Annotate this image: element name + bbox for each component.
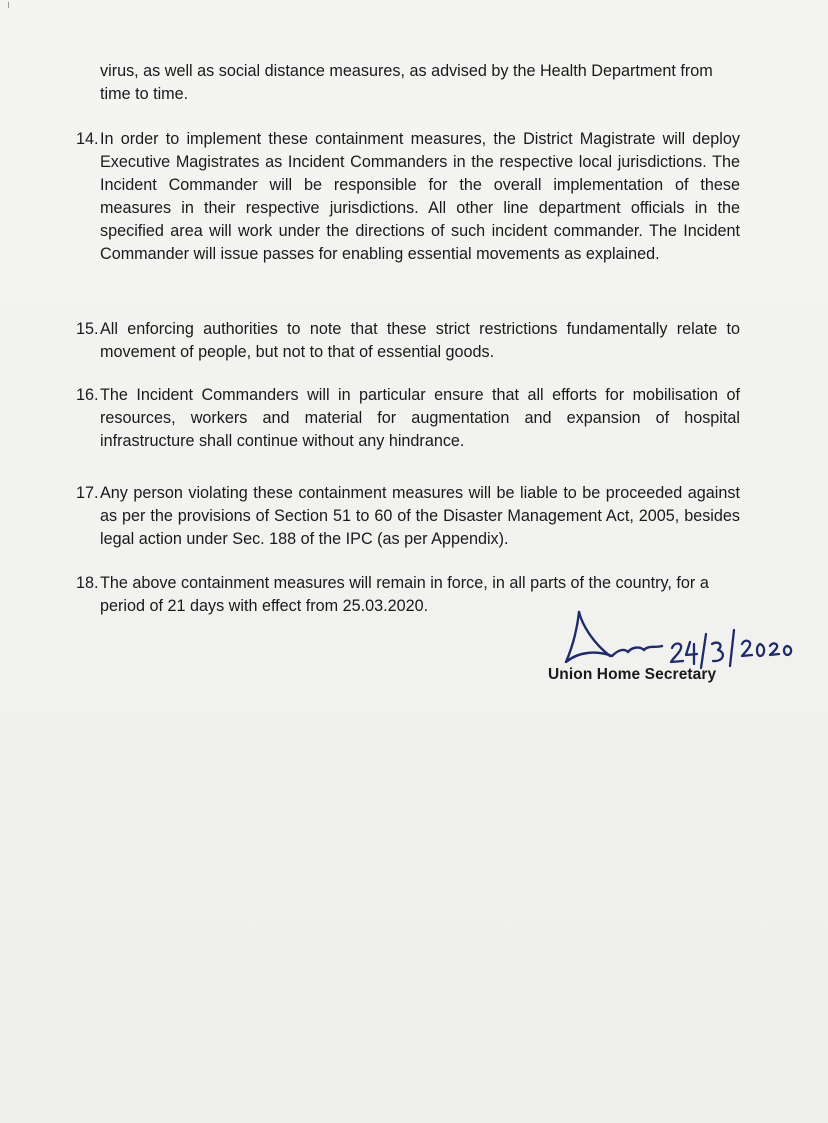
item-number: 17.	[76, 484, 99, 502]
list-item-16	[76, 384, 740, 453]
signatory-designation: Union Home Secretary	[548, 666, 717, 683]
continuation-paragraph: virus, as well as social distance measures, as advised by the Health Department from time to time.	[100, 62, 713, 103]
item-number: 14.	[76, 130, 99, 148]
item-text: Any person violating these containment measures will be liable to be proceeded against as per the provisions of Section 51 to 60 of the Disaster Management Act, 2005, besides legal action under Sec. 188 of the IPC (as per Appendix).	[100, 484, 740, 548]
scan-mark	[8, 2, 13, 8]
signature-date-text: 24/3/2020	[548, 600, 553, 601]
list-item-15	[76, 318, 740, 364]
item-text: The Incident Commanders will in particular ensure that all efforts for mobilisation of resources, workers and material for augmentation and expansion of hospital infrastructure shall continue without any hindrance.	[100, 386, 740, 450]
item-text: All enforcing authorities to note that these strict restrictions fundamentally relate to movement of people, but not to that of essential goods.	[100, 320, 740, 361]
list-item-17	[76, 482, 740, 551]
list-item-14	[76, 128, 740, 266]
item-number: 18.	[76, 574, 99, 592]
item-text: In order to implement these containment measures, the District Magistrate will deploy Executive Magistrates as Incident Commanders in the respective local jurisdictions. The Incident Commander will be responsible for the overall implementation of these measures in their respective jurisdictions. All other line department officials in the specified area will work under the directions of such incident commander. The Incident Commander will issue passes for enabling essential movements as explained.	[100, 130, 740, 263]
item-number: 15.	[76, 320, 99, 338]
item-number: 16.	[76, 386, 99, 404]
signature-block	[548, 600, 808, 700]
item-text: The above containment measures will remain in force, in all parts of the country, for a period of 21 days with effect from 25.03.2020.	[100, 574, 709, 615]
